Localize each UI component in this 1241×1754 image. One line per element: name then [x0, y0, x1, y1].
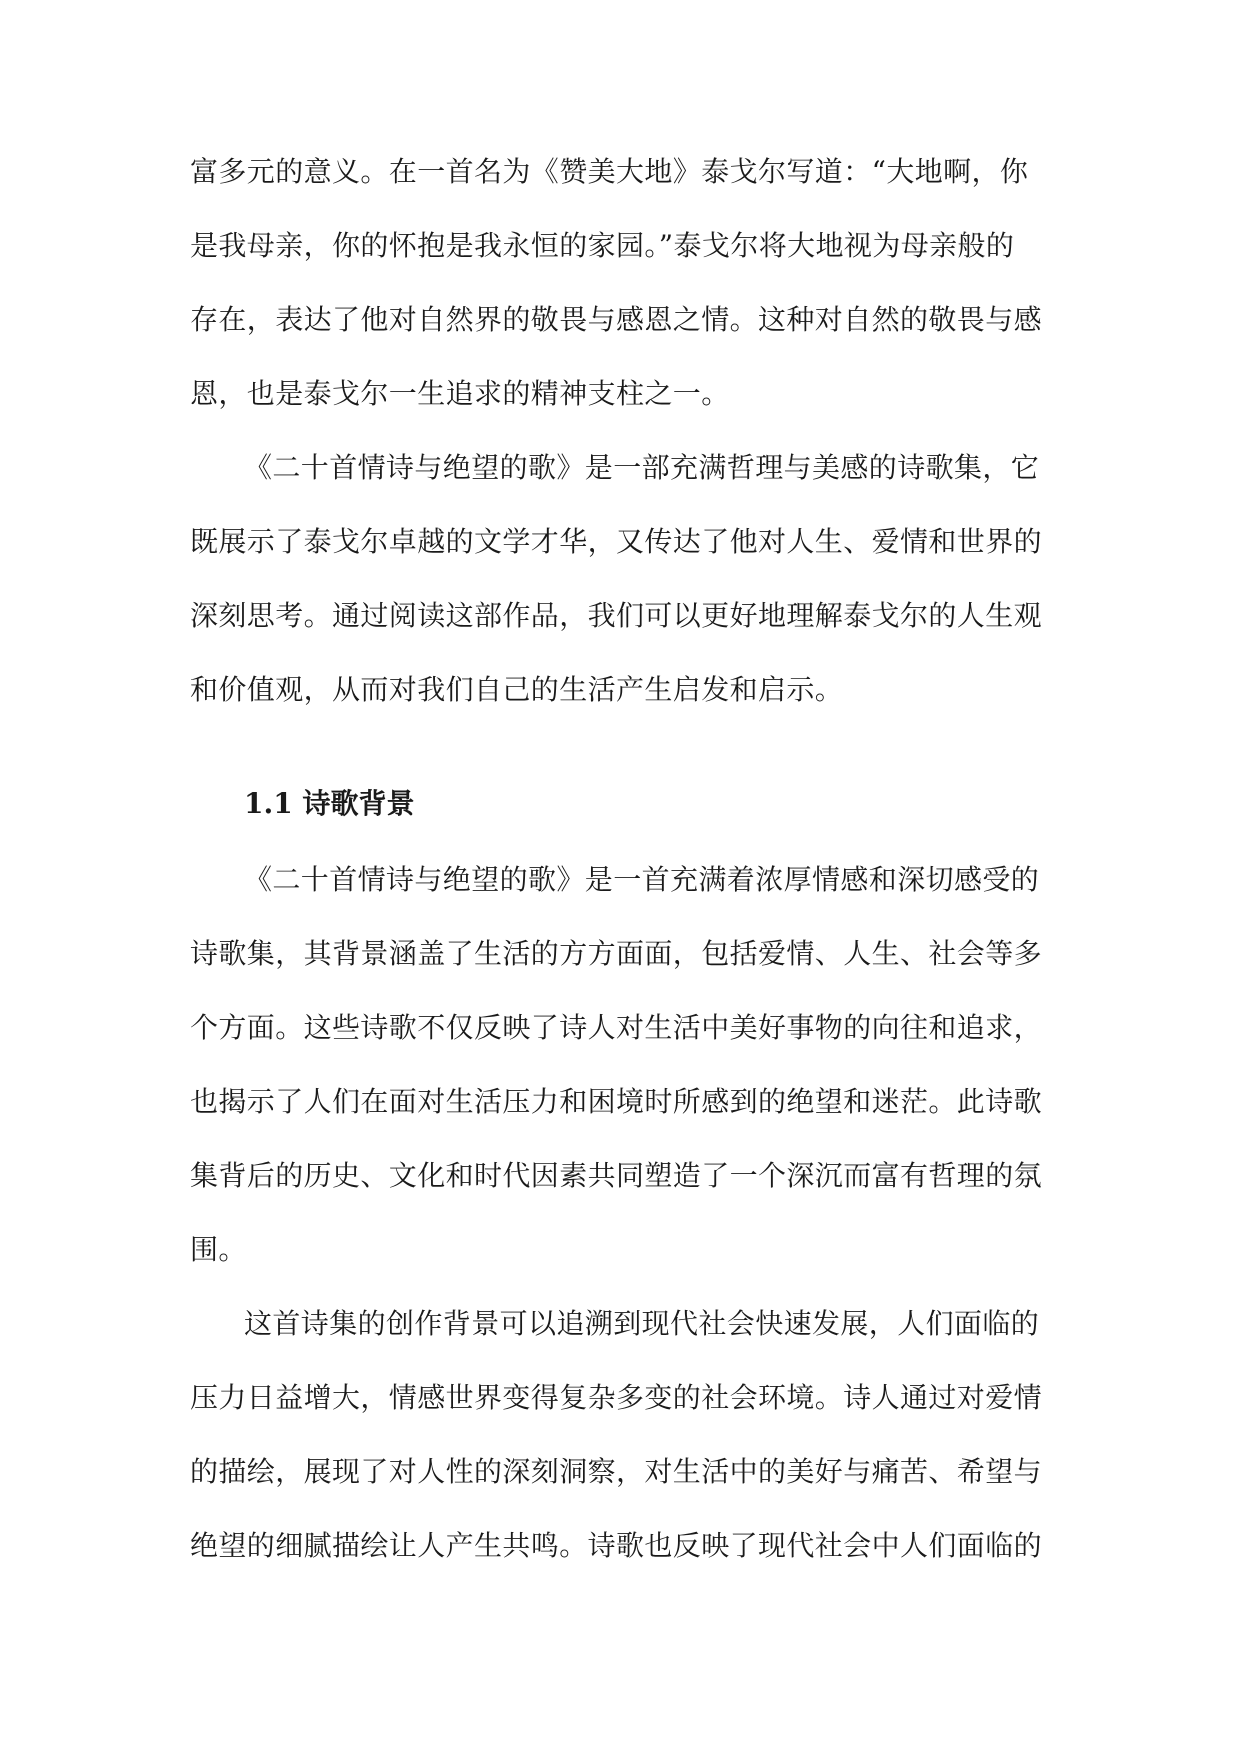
- paragraph-line: 《二十首情诗与绝望的歌》是一首充满着浓厚情感和深切感受的: [244, 863, 1040, 896]
- paragraph-line: 也揭示了人们在面对生活压力和困境时所感到的绝望和迷茫。此诗歌: [190, 1085, 1043, 1118]
- paragraph-line: 诗歌集，其背景涵盖了生活的方方面面，包括爱情、人生、社会等多: [190, 937, 1043, 970]
- paragraph-line: 绝望的细腻描绘让人产生共鸣。诗歌也反映了现代社会中人们面临的: [190, 1529, 1043, 1562]
- paragraph-line: 《二十首情诗与绝望的歌》是一部充满哲理与美感的诗歌集，它: [244, 451, 1040, 484]
- paragraph-line: 和价值观，从而对我们自己的生活产生启发和启示。: [190, 673, 844, 706]
- paragraph-line: 恩，也是泰戈尔一生追求的精神支柱之一。: [190, 377, 730, 410]
- paragraph-line: 围。: [190, 1233, 247, 1266]
- paragraph-line: 富多元的意义。在一首名为《赞美大地》泰戈尔写道：“大地啊，你: [190, 155, 1029, 188]
- paragraph-line: 是我母亲，你的怀抱是我永恒的家园。”泰戈尔将大地视为母亲般的: [190, 229, 1015, 262]
- paragraph-line: 既展示了泰戈尔卓越的文学才华，又传达了他对人生、爱情和世界的: [190, 525, 1043, 558]
- paragraph-line: 压力日益增大，情感世界变得复杂多变的社会环境。诗人通过对爱情: [190, 1381, 1043, 1414]
- paragraph-line: 深刻思考。通过阅读这部作品，我们可以更好地理解泰戈尔的人生观: [190, 599, 1043, 632]
- section-heading: 1.1 诗歌背景: [244, 787, 415, 820]
- paragraph-line: 集背后的历史、文化和时代因素共同塑造了一个深沉而富有哲理的氛: [190, 1159, 1043, 1192]
- paragraph-line: 这首诗集的创作背景可以追溯到现代社会快速发展，人们面临的: [244, 1307, 1040, 1340]
- paragraph-line: 的描绘，展现了对人性的深刻洞察，对生活中的美好与痛苦、希望与: [190, 1455, 1043, 1488]
- paragraph-line: 个方面。这些诗歌不仅反映了诗人对生活中美好事物的向往和追求，: [190, 1011, 1043, 1044]
- paragraph-line: 存在，表达了他对自然界的敬畏与感恩之情。这种对自然的敬畏与感: [190, 303, 1043, 336]
